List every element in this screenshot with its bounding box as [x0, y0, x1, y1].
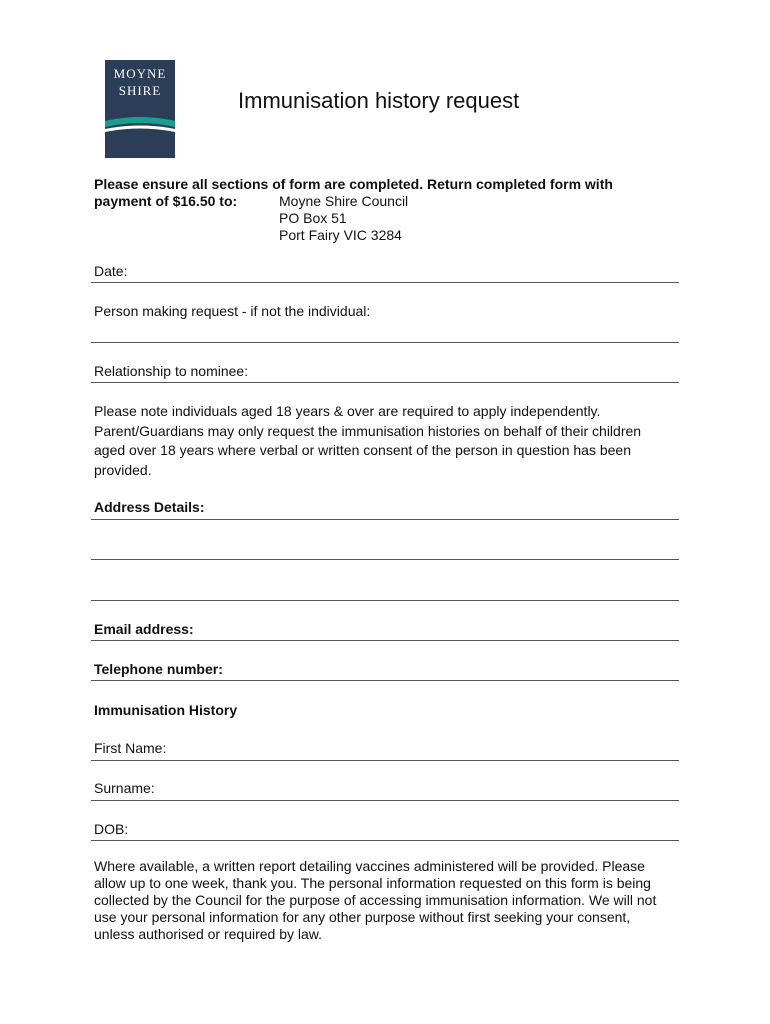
age-note-paragraph: Please note individuals aged 18 years & over are required to apply independently. Parent/Guardians may only request the immunisation histories on behalf of their children aged over 18 years where verbal or written consent of the person in question has been provided.: [94, 403, 642, 478]
date-label: Date:: [94, 263, 128, 279]
address-line-3: Port Fairy VIC 3284: [279, 227, 402, 243]
address-field-line-1[interactable]: [91, 519, 679, 520]
logo-text-line1: MOYNE: [113, 66, 167, 81]
address-line-1: Moyne Shire Council: [279, 193, 409, 209]
email-label: Email address:: [94, 621, 194, 637]
email-field-line[interactable]: [91, 640, 679, 641]
logo-text-line2: SHIRE: [118, 83, 162, 98]
address-field-line-2[interactable]: [91, 559, 679, 560]
dob-field-line[interactable]: [91, 840, 679, 841]
first-name-field-line[interactable]: [91, 760, 679, 761]
moyne-shire-logo: [105, 60, 175, 158]
telephone-label: Telephone number:: [94, 661, 223, 677]
date-field-line[interactable]: [91, 282, 679, 283]
logo-wave-icon: [105, 115, 175, 145]
first-name-label: First Name:: [94, 740, 167, 756]
telephone-field-line[interactable]: [91, 680, 679, 681]
surname-field-line[interactable]: [91, 800, 679, 801]
page-title: Immunisation history request: [238, 88, 520, 113]
relationship-label: Relationship to nominee:: [94, 363, 249, 379]
person-making-request-label: Person making request - if not the individual:: [94, 303, 371, 319]
surname-label: Surname:: [94, 780, 155, 796]
immunisation-history-heading: Immunisation History: [94, 702, 238, 718]
address-field-line-3[interactable]: [91, 600, 679, 601]
address-details-label: Address Details:: [94, 499, 205, 515]
intro-line1: Please ensure all sections of form are completed. Return completed form with: [94, 176, 613, 192]
person-making-request-field-line[interactable]: [91, 342, 679, 343]
address-line-2: PO Box 51: [279, 210, 347, 226]
intro-line2: payment of $16.50 to:: [94, 193, 238, 209]
privacy-footer-paragraph: Where available, a written report detailing vaccines administered will be provided. Please allow up to one week, thank you. The personal information requested on this form is being collected by the Council for the purpose of accessing immunisation information. We will not use your personal information for any other purpose without first seeking your consent, unless authorised or required by law.: [94, 858, 657, 942]
relationship-field-line[interactable]: [91, 382, 679, 383]
dob-label: DOB:: [94, 821, 129, 837]
